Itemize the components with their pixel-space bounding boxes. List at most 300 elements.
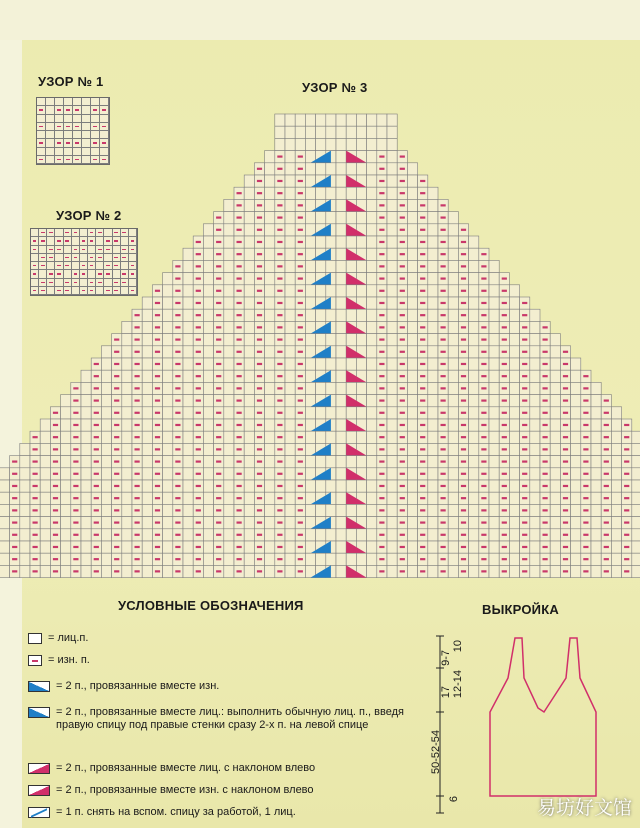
purl-mark: [400, 546, 405, 548]
purl-mark: [257, 192, 262, 194]
purl-mark: [175, 265, 180, 267]
purl-mark: [277, 570, 282, 572]
purl-mark: [298, 351, 303, 353]
chart-cell: [336, 248, 346, 260]
purl-mark: [563, 497, 568, 499]
chart-cell: [611, 529, 621, 541]
chart-cell: [428, 248, 438, 260]
purl-mark: [257, 436, 262, 438]
chart-cell: [387, 236, 397, 248]
chart-cell: [550, 419, 560, 431]
chart-cell: [326, 407, 336, 419]
chart-cell: [122, 334, 132, 346]
chart-cell: [326, 212, 336, 224]
chart-cell: [469, 370, 479, 382]
chart-cell: [61, 541, 71, 553]
purl-mark: [237, 302, 242, 304]
purl-mark: [114, 338, 119, 340]
chart-cell: [265, 370, 275, 382]
purl-mark: [624, 460, 629, 462]
chart-cell: [407, 407, 417, 419]
chart-cell: [367, 236, 377, 248]
chart-cell: [203, 321, 213, 333]
purl-mark: [461, 497, 466, 499]
purl-mark: [522, 375, 527, 377]
chart-cell: [265, 541, 275, 553]
schematic-title: ВЫКРОЙКА: [482, 602, 559, 617]
purl-mark: [175, 497, 180, 499]
chart-cell: [265, 382, 275, 394]
purl-mark: [583, 460, 588, 462]
chart-cell: [285, 297, 295, 309]
purl-mark: [237, 387, 242, 389]
purl-mark: [543, 387, 548, 389]
chart-cell: [448, 248, 458, 260]
purl-mark: [175, 277, 180, 279]
purl-mark: [604, 534, 609, 536]
purl-mark: [461, 302, 466, 304]
purl-mark: [155, 509, 160, 511]
chart-cell: [224, 309, 234, 321]
purl-mark: [502, 448, 507, 450]
purl-mark: [94, 497, 99, 499]
chart-cell: [632, 480, 640, 492]
chart-cell: [285, 321, 295, 333]
purl-mark: [441, 204, 446, 206]
purl-mark: [12, 485, 17, 487]
purl-mark: [135, 351, 140, 353]
purl-mark: [175, 290, 180, 292]
chart-cell: [101, 382, 111, 394]
chart-cell: [316, 163, 326, 175]
chart-cell: [224, 553, 234, 565]
chart-cell: [428, 370, 438, 382]
purl-mark: [175, 338, 180, 340]
chart-cell: [469, 529, 479, 541]
chart-cell: [356, 504, 366, 516]
purl-mark: [481, 277, 486, 279]
chart-cell: [81, 370, 91, 382]
purl-mark: [73, 570, 78, 572]
chart-cell: [448, 395, 458, 407]
purl-mark: [216, 521, 221, 523]
purl-mark: [196, 326, 201, 328]
purl-mark: [175, 314, 180, 316]
purl-mark: [400, 509, 405, 511]
chart-cell: [367, 553, 377, 565]
chart-cell: [530, 334, 540, 346]
purl-mark: [624, 497, 629, 499]
purl-mark: [155, 351, 160, 353]
chart-cell: [356, 407, 366, 419]
legend-text: = 1 п. снять на вспом. спицу за работой, 1 лиц.: [56, 806, 296, 818]
purl-mark: [298, 277, 303, 279]
purl-mark: [543, 351, 548, 353]
purl-mark: [155, 534, 160, 536]
chart-cell: [407, 517, 417, 529]
chart-cell: [571, 565, 581, 577]
chart-cell: [244, 504, 254, 516]
chart-cell: [428, 529, 438, 541]
purl-mark: [155, 326, 160, 328]
chart-cell: [387, 492, 397, 504]
purl-mark: [216, 351, 221, 353]
purl-mark: [420, 290, 425, 292]
chart-cell: [571, 456, 581, 468]
chart-cell: [326, 529, 336, 541]
purl-mark: [298, 375, 303, 377]
purl-mark: [277, 558, 282, 560]
purl-mark: [400, 448, 405, 450]
purl-mark: [237, 473, 242, 475]
purl-mark: [12, 558, 17, 560]
chart-cell: [550, 358, 560, 370]
purl-mark: [114, 473, 119, 475]
legend-slip: [28, 806, 296, 819]
purl-mark: [583, 448, 588, 450]
purl-mark: [216, 546, 221, 548]
chart-cell: [163, 443, 173, 455]
chart-cell: [336, 431, 346, 443]
chart-cell: [265, 480, 275, 492]
chart-cell: [611, 431, 621, 443]
chart-cell: [81, 529, 91, 541]
chart-cell: [305, 236, 315, 248]
purl-mark: [114, 387, 119, 389]
chart-cell: [122, 321, 132, 333]
purl-mark: [277, 412, 282, 414]
purl-mark: [624, 558, 629, 560]
purl-mark: [420, 314, 425, 316]
chart-cell: [346, 456, 356, 468]
chart-cell: [285, 431, 295, 443]
chart-cell: [265, 260, 275, 272]
chart-cell: [285, 236, 295, 248]
chart-cell: [285, 492, 295, 504]
purl-mark: [543, 546, 548, 548]
purl-mark: [257, 412, 262, 414]
purl-mark: [298, 253, 303, 255]
chart-cell: [203, 309, 213, 321]
purl-mark: [461, 277, 466, 279]
chart-cell: [428, 236, 438, 248]
chart-cell: [326, 480, 336, 492]
purl-mark: [114, 424, 119, 426]
purl-mark: [155, 314, 160, 316]
purl-mark: [604, 473, 609, 475]
chart-cell: [336, 492, 346, 504]
chart-cell: [469, 285, 479, 297]
purl-mark: [175, 302, 180, 304]
chart-cell: [407, 309, 417, 321]
purl-mark: [522, 521, 527, 523]
chart-cell: [509, 480, 519, 492]
purl-mark: [155, 399, 160, 401]
purl-mark: [53, 570, 58, 572]
chart-cell: [469, 565, 479, 577]
chart-cell: [326, 236, 336, 248]
purl-mark: [543, 485, 548, 487]
chart-cell: [101, 517, 111, 529]
purl-mark: [12, 497, 17, 499]
purl-mark: [481, 265, 486, 267]
purl-mark: [583, 497, 588, 499]
chart-cell: [40, 529, 50, 541]
chart-cell: [591, 565, 601, 577]
chart-cell: [285, 199, 295, 211]
chart-cell: [265, 248, 275, 260]
purl-mark: [277, 485, 282, 487]
chart-cell: [163, 358, 173, 370]
purl-mark: [522, 351, 527, 353]
chart-cell: [448, 273, 458, 285]
purl-mark: [563, 546, 568, 548]
purl-mark: [12, 570, 17, 572]
purl-mark: [94, 436, 99, 438]
purl-mark: [583, 412, 588, 414]
legend-knit: [28, 632, 88, 645]
chart-cell: [183, 382, 193, 394]
purl-mark: [400, 314, 405, 316]
chart-cell: [336, 480, 346, 492]
purl-mark: [237, 412, 242, 414]
purl-mark: [155, 302, 160, 304]
chart-cell: [346, 260, 356, 272]
legend-blue-dec: [28, 680, 219, 693]
purl-mark: [196, 424, 201, 426]
chart-cell: [203, 553, 213, 565]
chart-cell: [265, 321, 275, 333]
chart-cell: [336, 224, 346, 236]
chart-cell: [448, 517, 458, 529]
purl-mark: [196, 485, 201, 487]
chart-cell: [81, 517, 91, 529]
chart-cell: [101, 419, 111, 431]
purl-mark: [461, 558, 466, 560]
chart-cell: [61, 431, 71, 443]
purl-mark: [563, 509, 568, 511]
purl-mark: [379, 412, 384, 414]
purl-mark: [196, 290, 201, 292]
chart-cell: [387, 541, 397, 553]
chart-cell: [632, 443, 640, 455]
chart-cell: [285, 126, 295, 138]
chart-cell: [0, 468, 10, 480]
purl-mark: [481, 473, 486, 475]
purl-mark: [400, 521, 405, 523]
chart-cell: [367, 370, 377, 382]
purl-mark: [420, 424, 425, 426]
purl-mark: [502, 485, 507, 487]
chart-cell: [265, 553, 275, 565]
chart-cell: [356, 431, 366, 443]
purl-mark: [94, 534, 99, 536]
purl-mark: [461, 485, 466, 487]
purl-mark: [441, 509, 446, 511]
purl-mark: [298, 338, 303, 340]
purl-mark: [298, 290, 303, 292]
chart-cell: [387, 248, 397, 260]
chart-cell: [203, 407, 213, 419]
chart-cell: [244, 517, 254, 529]
chart-cell: [367, 504, 377, 516]
chart-cell: [469, 407, 479, 419]
chart-cell: [326, 456, 336, 468]
chart-cell: [275, 126, 285, 138]
purl-mark: [481, 375, 486, 377]
chart-cell: [571, 517, 581, 529]
purl-mark: [216, 338, 221, 340]
purl-mark: [461, 363, 466, 365]
purl-mark: [441, 265, 446, 267]
purl-mark: [502, 363, 507, 365]
chart-cell: [469, 309, 479, 321]
chart-cell: [81, 480, 91, 492]
chart-cell: [305, 504, 315, 516]
chart-cell: [265, 224, 275, 236]
chart-cell: [489, 492, 499, 504]
chart-cell: [550, 346, 560, 358]
chart-cell: [183, 358, 193, 370]
chart-cell: [387, 517, 397, 529]
chart-cell: [224, 382, 234, 394]
chart-cell: [244, 260, 254, 272]
purl-mark: [53, 424, 58, 426]
chart-cell: [305, 553, 315, 565]
purl-mark: [94, 412, 99, 414]
purl-mark: [135, 424, 140, 426]
chart-cell: [387, 321, 397, 333]
chart-cell: [326, 138, 336, 150]
chart-cell: [387, 370, 397, 382]
purl-mark: [175, 521, 180, 523]
chart-cell: [316, 553, 326, 565]
purl-mark: [257, 363, 262, 365]
purl-mark: [379, 448, 384, 450]
chart-cell: [265, 273, 275, 285]
chart-cell: [316, 260, 326, 272]
chart-cell: [101, 529, 111, 541]
chart-cell: [407, 285, 417, 297]
chart-cell: [428, 492, 438, 504]
chart-cell: [387, 382, 397, 394]
purl-mark: [33, 436, 38, 438]
purl-mark: [257, 290, 262, 292]
chart-cell: [244, 456, 254, 468]
purl-mark: [583, 436, 588, 438]
chart-cell: [183, 517, 193, 529]
chart-cell: [387, 199, 397, 211]
purl-mark: [379, 277, 384, 279]
chart-cell: [224, 370, 234, 382]
chart-cell: [530, 492, 540, 504]
chart-cell: [305, 358, 315, 370]
purl-mark: [175, 363, 180, 365]
chart-cell: [550, 395, 560, 407]
purl-mark: [522, 326, 527, 328]
chart-cell: [428, 443, 438, 455]
chart-cell: [387, 443, 397, 455]
purl-mark: [298, 534, 303, 536]
purl-mark: [624, 534, 629, 536]
chart-cell: [183, 273, 193, 285]
purl-mark: [155, 424, 160, 426]
purl-mark: [277, 290, 282, 292]
purl-mark: [522, 436, 527, 438]
purl-mark: [216, 326, 221, 328]
purl-mark: [502, 497, 507, 499]
chart-cell: [407, 492, 417, 504]
purl-mark: [461, 546, 466, 548]
chart-cell: [591, 456, 601, 468]
purl-mark: [298, 399, 303, 401]
chart-cell: [336, 504, 346, 516]
chart-cell: [591, 492, 601, 504]
purl-mark: [298, 558, 303, 560]
chart-cell: [163, 273, 173, 285]
purl-mark: [583, 399, 588, 401]
purl-mark: [277, 216, 282, 218]
chart-cell: [20, 517, 30, 529]
purl-mark: [277, 168, 282, 170]
chart-cell: [367, 382, 377, 394]
purl-mark: [196, 351, 201, 353]
chart-cell: [20, 504, 30, 516]
purl-mark: [216, 302, 221, 304]
cross-stitch-icon: [28, 807, 50, 818]
chart-cell: [203, 492, 213, 504]
chart-cell: [285, 517, 295, 529]
purl-mark: [216, 241, 221, 243]
purl-mark: [298, 302, 303, 304]
chart-cell: [0, 517, 10, 529]
chart-cell: [142, 382, 152, 394]
purl-mark: [216, 534, 221, 536]
chart-cell: [316, 138, 326, 150]
chart-cell: [367, 456, 377, 468]
chart-cell: [469, 431, 479, 443]
chart-cell: [203, 346, 213, 358]
chart-cell: [40, 419, 50, 431]
chart-cell: [489, 529, 499, 541]
chart-cell: [428, 285, 438, 297]
purl-mark: [298, 460, 303, 462]
purl-mark: [441, 216, 446, 218]
purl-mark: [257, 473, 262, 475]
chart-cell: [163, 504, 173, 516]
chart-cell: [530, 346, 540, 358]
purl-mark: [94, 521, 99, 523]
chart-cell: [489, 456, 499, 468]
purl-mark: [298, 192, 303, 194]
purl-mark: [135, 473, 140, 475]
purl-mark: [441, 375, 446, 377]
purl-mark: [624, 448, 629, 450]
purl-mark: [298, 204, 303, 206]
chart-cell: [428, 480, 438, 492]
chart-cell: [163, 553, 173, 565]
chart-cell: [591, 517, 601, 529]
purl-mark: [420, 497, 425, 499]
chart-cell: [244, 199, 254, 211]
chart-cell: [509, 370, 519, 382]
chart-cell: [81, 541, 91, 553]
purl-mark: [420, 546, 425, 548]
chart-cell: [203, 297, 213, 309]
chart-cell: [346, 382, 356, 394]
purl-mark: [481, 509, 486, 511]
chart-cell: [183, 285, 193, 297]
